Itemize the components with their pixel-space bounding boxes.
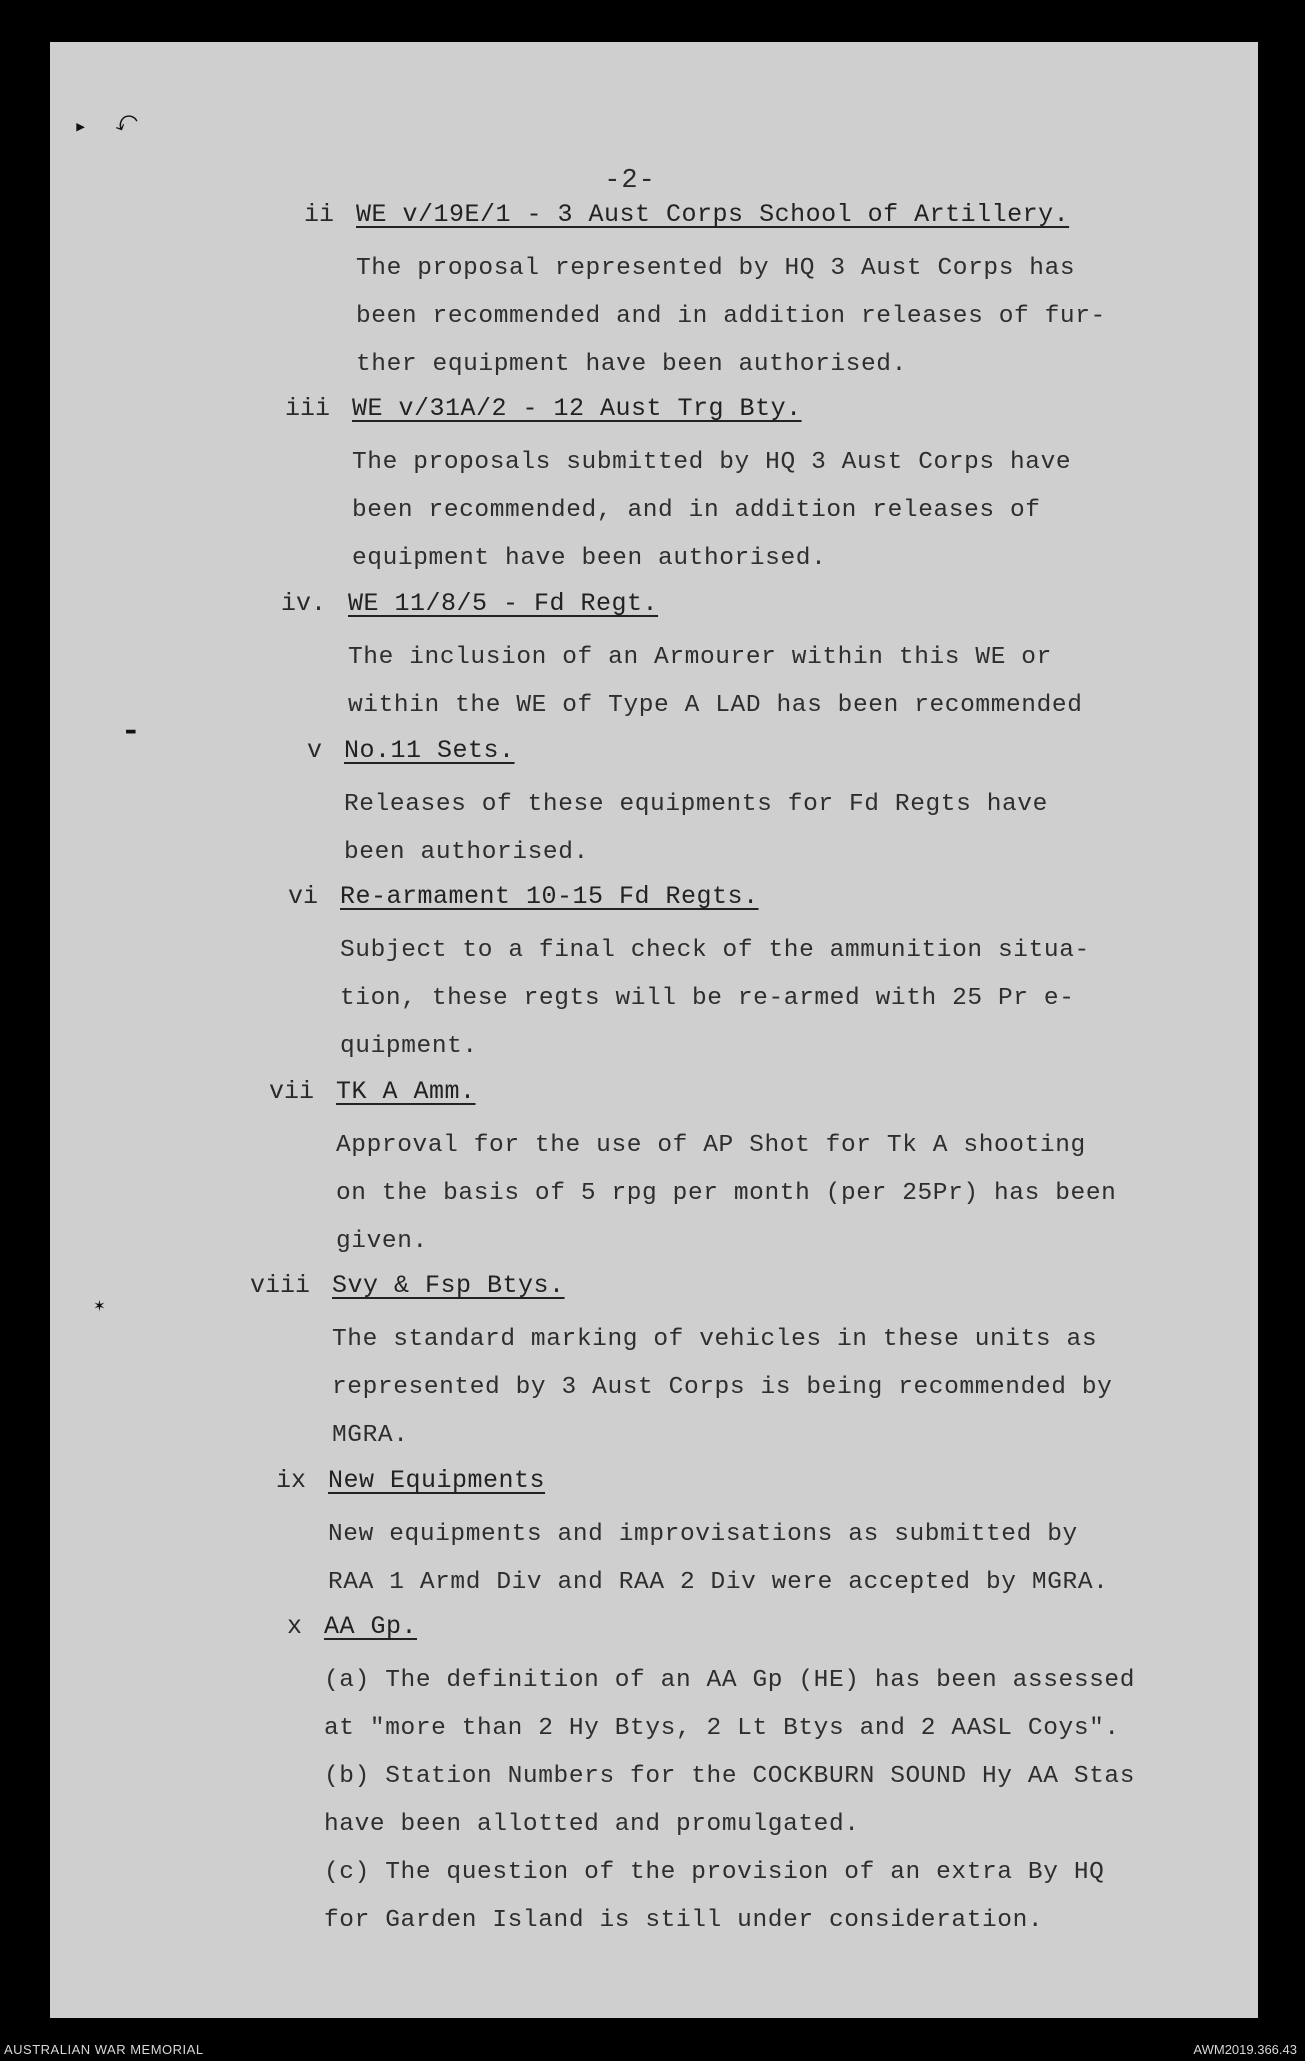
text-line: quipment. [340, 1033, 478, 1060]
text-line: (a) The definition of an AA Gp (HE) has been assessed [324, 1667, 1136, 1694]
item-title: WE v/31A/2 - 12 Aust Trg Bty. [352, 394, 802, 423]
item-number: ix [275, 1466, 306, 1495]
text-line: The inclusion of an Armourer within this WE or [348, 644, 1052, 671]
text-line: The standard marking of vehicles in these units as [332, 1326, 1098, 1353]
list-item [303, 200, 1276, 389]
text-line: Releases of these equipments for Fd Regts have [344, 791, 1048, 818]
list-item [284, 394, 1272, 583]
document-page [50, 42, 1258, 2018]
list-item [275, 1466, 1248, 1607]
list-item [287, 882, 1260, 1071]
item-title: WE 11/8/5 - Fd Regt. [348, 589, 659, 618]
archive-reference: AWM2019.366.43 [1193, 2042, 1297, 2057]
stray-mark: ▸ [74, 115, 88, 140]
text-line: for Garden Island is still under consideration. [324, 1907, 1044, 1934]
item-number: ii [303, 200, 334, 229]
text-line: The proposal represented by HQ 3 Aust Corps has [356, 255, 1076, 282]
stray-mark: ⤺ [109, 106, 142, 139]
item-number: viii [249, 1271, 310, 1300]
item-number: iii [284, 394, 330, 423]
item-title: Re-armament 10-15 Fd Regts. [340, 882, 759, 911]
text-line: equipment have been authorised. [352, 545, 827, 572]
item-title: No.11 Sets. [344, 736, 515, 765]
item-title: Svy & Fsp Btys. [332, 1271, 565, 1300]
stray-mark: ▬ [126, 721, 136, 739]
item-number: iv. [280, 589, 326, 618]
text-line: been authorised. [344, 839, 589, 866]
text-line: at "more than 2 Hy Btys, 2 Lt Btys and 2 AASL Coys". [324, 1715, 1120, 1742]
text-line: on the basis of 5 rpg per month (per 25Pr) has been [336, 1180, 1117, 1207]
list-item [280, 589, 1268, 730]
list-item [268, 1077, 1256, 1266]
text-line: given. [336, 1228, 428, 1255]
text-line: New equipments and improvisations as submitted by [328, 1521, 1078, 1548]
text-line: represented by 3 Aust Corps is being recommended by [332, 1374, 1113, 1401]
item-title: AA Gp. [324, 1612, 418, 1641]
text-line: (b) Station Numbers for the COCKBURN SOUND Hy AA Stas [324, 1763, 1136, 1790]
text-line: been recommended, and in addition releases of [352, 497, 1041, 524]
text-line: ther equipment have been authorised. [356, 351, 907, 378]
text-line: been recommended and in addition releases of fur- [356, 303, 1106, 330]
text-line: Approval for the use of AP Shot for Tk A shooting [336, 1132, 1086, 1159]
text-line: The proposals submitted by HQ 3 Aust Corps have [352, 449, 1072, 476]
item-number: v [306, 736, 322, 765]
item-title: New Equipments [328, 1466, 546, 1495]
text-line: tion, these regts will be re-armed with 25 Pr e- [340, 985, 1075, 1012]
archive-credit: AUSTRALIAN WAR MEMORIAL [4, 2042, 204, 2057]
list-item [286, 1612, 1244, 1945]
item-title: TK A Amm. [336, 1077, 476, 1106]
list-item [306, 736, 1264, 877]
page-number: -2- [604, 166, 656, 196]
item-number: vii [268, 1077, 314, 1106]
text-line: (c) The question of the provision of an extra By HQ [324, 1859, 1105, 1886]
text-line: have been allotted and promulgated. [324, 1811, 860, 1838]
text-line: Subject to a final check of the ammunition situa- [340, 937, 1090, 964]
stray-mark: ✶ [94, 1297, 105, 1317]
item-number: x [286, 1612, 302, 1641]
item-title: WE v/19E/1 - 3 Aust Corps School of Artillery. [356, 200, 1070, 229]
list-item [249, 1271, 1252, 1460]
text-line: within the WE of Type A LAD has been recommended [348, 692, 1083, 719]
item-number: vi [287, 882, 318, 911]
text-line: MGRA. [332, 1422, 409, 1449]
text-line: RAA 1 Armd Div and RAA 2 Div were accepted by MGRA. [328, 1569, 1109, 1596]
